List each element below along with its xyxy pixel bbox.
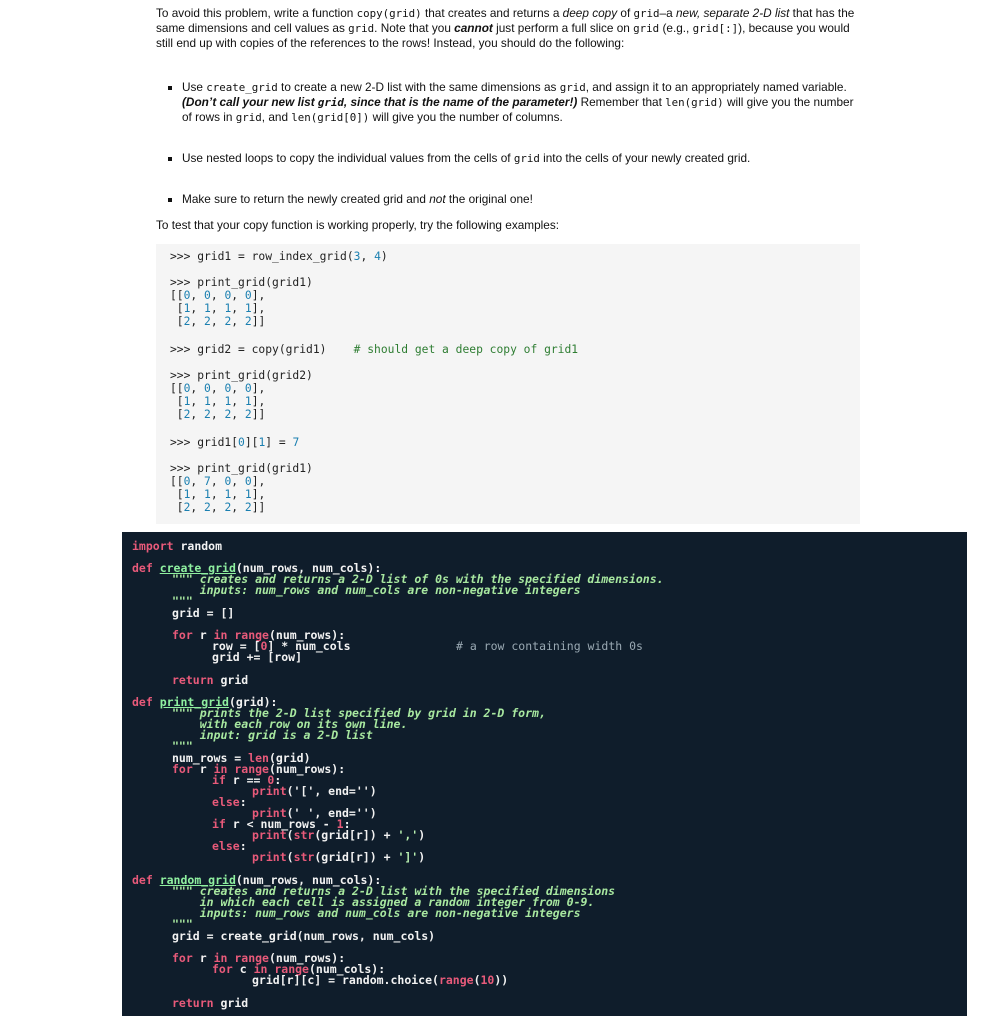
code-line: row = [0] * num_cols bbox=[212, 639, 351, 653]
grid-row: [1, 1, 1, 1], bbox=[170, 395, 266, 408]
code-line: num_rows = len(grid) bbox=[172, 751, 311, 765]
docstring-line: """ prints the 2-D list specified by grid in 2-D form, bbox=[172, 706, 546, 720]
docstring-line: inputs: num_rows and num_cols are non-negative integers bbox=[172, 906, 581, 920]
code-line: print(' ', end='') bbox=[252, 806, 377, 820]
source-code-panel bbox=[122, 532, 967, 1016]
code-line: grid = create_grid(num_rows, num_cols) bbox=[172, 929, 436, 943]
test-intro-text: To test that your copy function is working properly, try the following examples: bbox=[156, 218, 560, 232]
code-line: grid = [] bbox=[172, 606, 235, 620]
code-comment: # a row containing width 0s bbox=[456, 639, 643, 653]
instruction-list-2 bbox=[156, 151, 856, 166]
bullet-icon bbox=[168, 198, 172, 202]
code-line: return grid bbox=[172, 673, 249, 687]
code-line: if r < num_rows - 1: bbox=[212, 817, 351, 831]
docstring-line: """ bbox=[172, 739, 193, 753]
code-line: import random bbox=[132, 539, 223, 553]
grid-row: [[0, 0, 0, 0], bbox=[170, 289, 266, 302]
docstring-line: """ creates and returns a 2-D list with the specified dimensions bbox=[172, 884, 616, 898]
code-line: def print_grid(grid): bbox=[132, 695, 278, 709]
docstring-line: """ creates and returns a 2-D list of 0s with the specified dimensions. bbox=[172, 572, 664, 586]
example-line: >>> print_grid(grid2) bbox=[170, 369, 313, 382]
list-item: Use nested loops to copy the individual values from the cells of grid into the cells of your newly created grid. bbox=[156, 151, 856, 166]
example-line: >>> print_grid(grid1) bbox=[170, 462, 313, 475]
code-line: def create_grid(num_rows, num_cols): bbox=[132, 561, 382, 575]
grid-row: [2, 2, 2, 2]] bbox=[170, 408, 266, 421]
example-line: >>> grid1[0][1] = 7 bbox=[170, 436, 300, 449]
code-line: grid[r][c] = random.choice(range(10)) bbox=[252, 973, 509, 987]
example-line: >>> print_grid(grid1) bbox=[170, 276, 313, 289]
code-line: for r in range(num_rows): bbox=[172, 762, 346, 776]
grid-row: [1, 1, 1, 1], bbox=[170, 488, 266, 501]
example-code-block bbox=[156, 244, 860, 524]
docstring-line: input: grid is a 2-D list bbox=[172, 728, 373, 742]
example-line: >>> grid2 = copy(grid1) # should get a deep copy of grid1 bbox=[170, 343, 579, 356]
code-line: for c in range(num_cols): bbox=[212, 962, 386, 976]
code-line: return grid bbox=[172, 996, 249, 1010]
code-line: if r == 0: bbox=[212, 773, 282, 787]
docstring-line: with each row on its own line. bbox=[172, 717, 408, 731]
grid-row: [[0, 7, 0, 0], bbox=[170, 475, 266, 488]
intro-paragraph: To avoid this problem, write a function copy(grid) that creates and returns a deep copy of grid–a new, separate 2-D list that has the same dimensions and cell values as grid. Note that you cannot just perform a full slice on grid (e.g., grid[:]), because you would still end up with copies of the references to the rows! Instead, you should do the following: bbox=[156, 6, 855, 50]
code-line: def random_grid(num_rows, num_cols): bbox=[132, 873, 382, 887]
code-line: print(str(grid[r]) + ']') bbox=[252, 850, 426, 864]
docstring-line: inputs: num_rows and num_cols are non-negative integers bbox=[172, 583, 581, 597]
code-line: print('[', end='') bbox=[252, 784, 377, 798]
docstring-line: """ bbox=[172, 594, 193, 608]
grid-row: [2, 2, 2, 2]] bbox=[170, 501, 266, 514]
code-line: else: bbox=[212, 795, 247, 809]
list-item: Make sure to return the newly created grid and not the original one! bbox=[156, 192, 856, 207]
grid-row: [[0, 0, 0, 0], bbox=[170, 382, 266, 395]
code-line: else: bbox=[212, 839, 247, 853]
instruction-list-1 bbox=[156, 80, 856, 125]
bullet-icon bbox=[168, 86, 172, 90]
code-line: grid += [row] bbox=[212, 650, 303, 664]
grid-row: [2, 2, 2, 2]] bbox=[170, 315, 266, 328]
instruction-list-3 bbox=[156, 192, 856, 207]
example-line: >>> grid1 = row_index_grid(3, 4) bbox=[170, 250, 388, 263]
docstring-line: in which each cell is assigned a random integer from 0-9. bbox=[172, 895, 595, 909]
list-item: Use create_grid to create a new 2-D list with the same dimensions as grid, and assign it to an appropriately named variable. (Don’t call your new list grid, since that is the name of the parameter!) Remember that len(grid) will give you the number of rows in grid, and len(grid[0]) will give you the number of columns. bbox=[156, 80, 856, 125]
bullet-icon bbox=[168, 157, 172, 161]
grid-row: [1, 1, 1, 1], bbox=[170, 302, 266, 315]
code-line: for r in range(num_rows): bbox=[172, 951, 346, 965]
code-line: print(str(grid[r]) + ',') bbox=[252, 828, 426, 842]
code-line: for r in range(num_rows): bbox=[172, 628, 346, 642]
docstring-line: """ bbox=[172, 917, 193, 931]
